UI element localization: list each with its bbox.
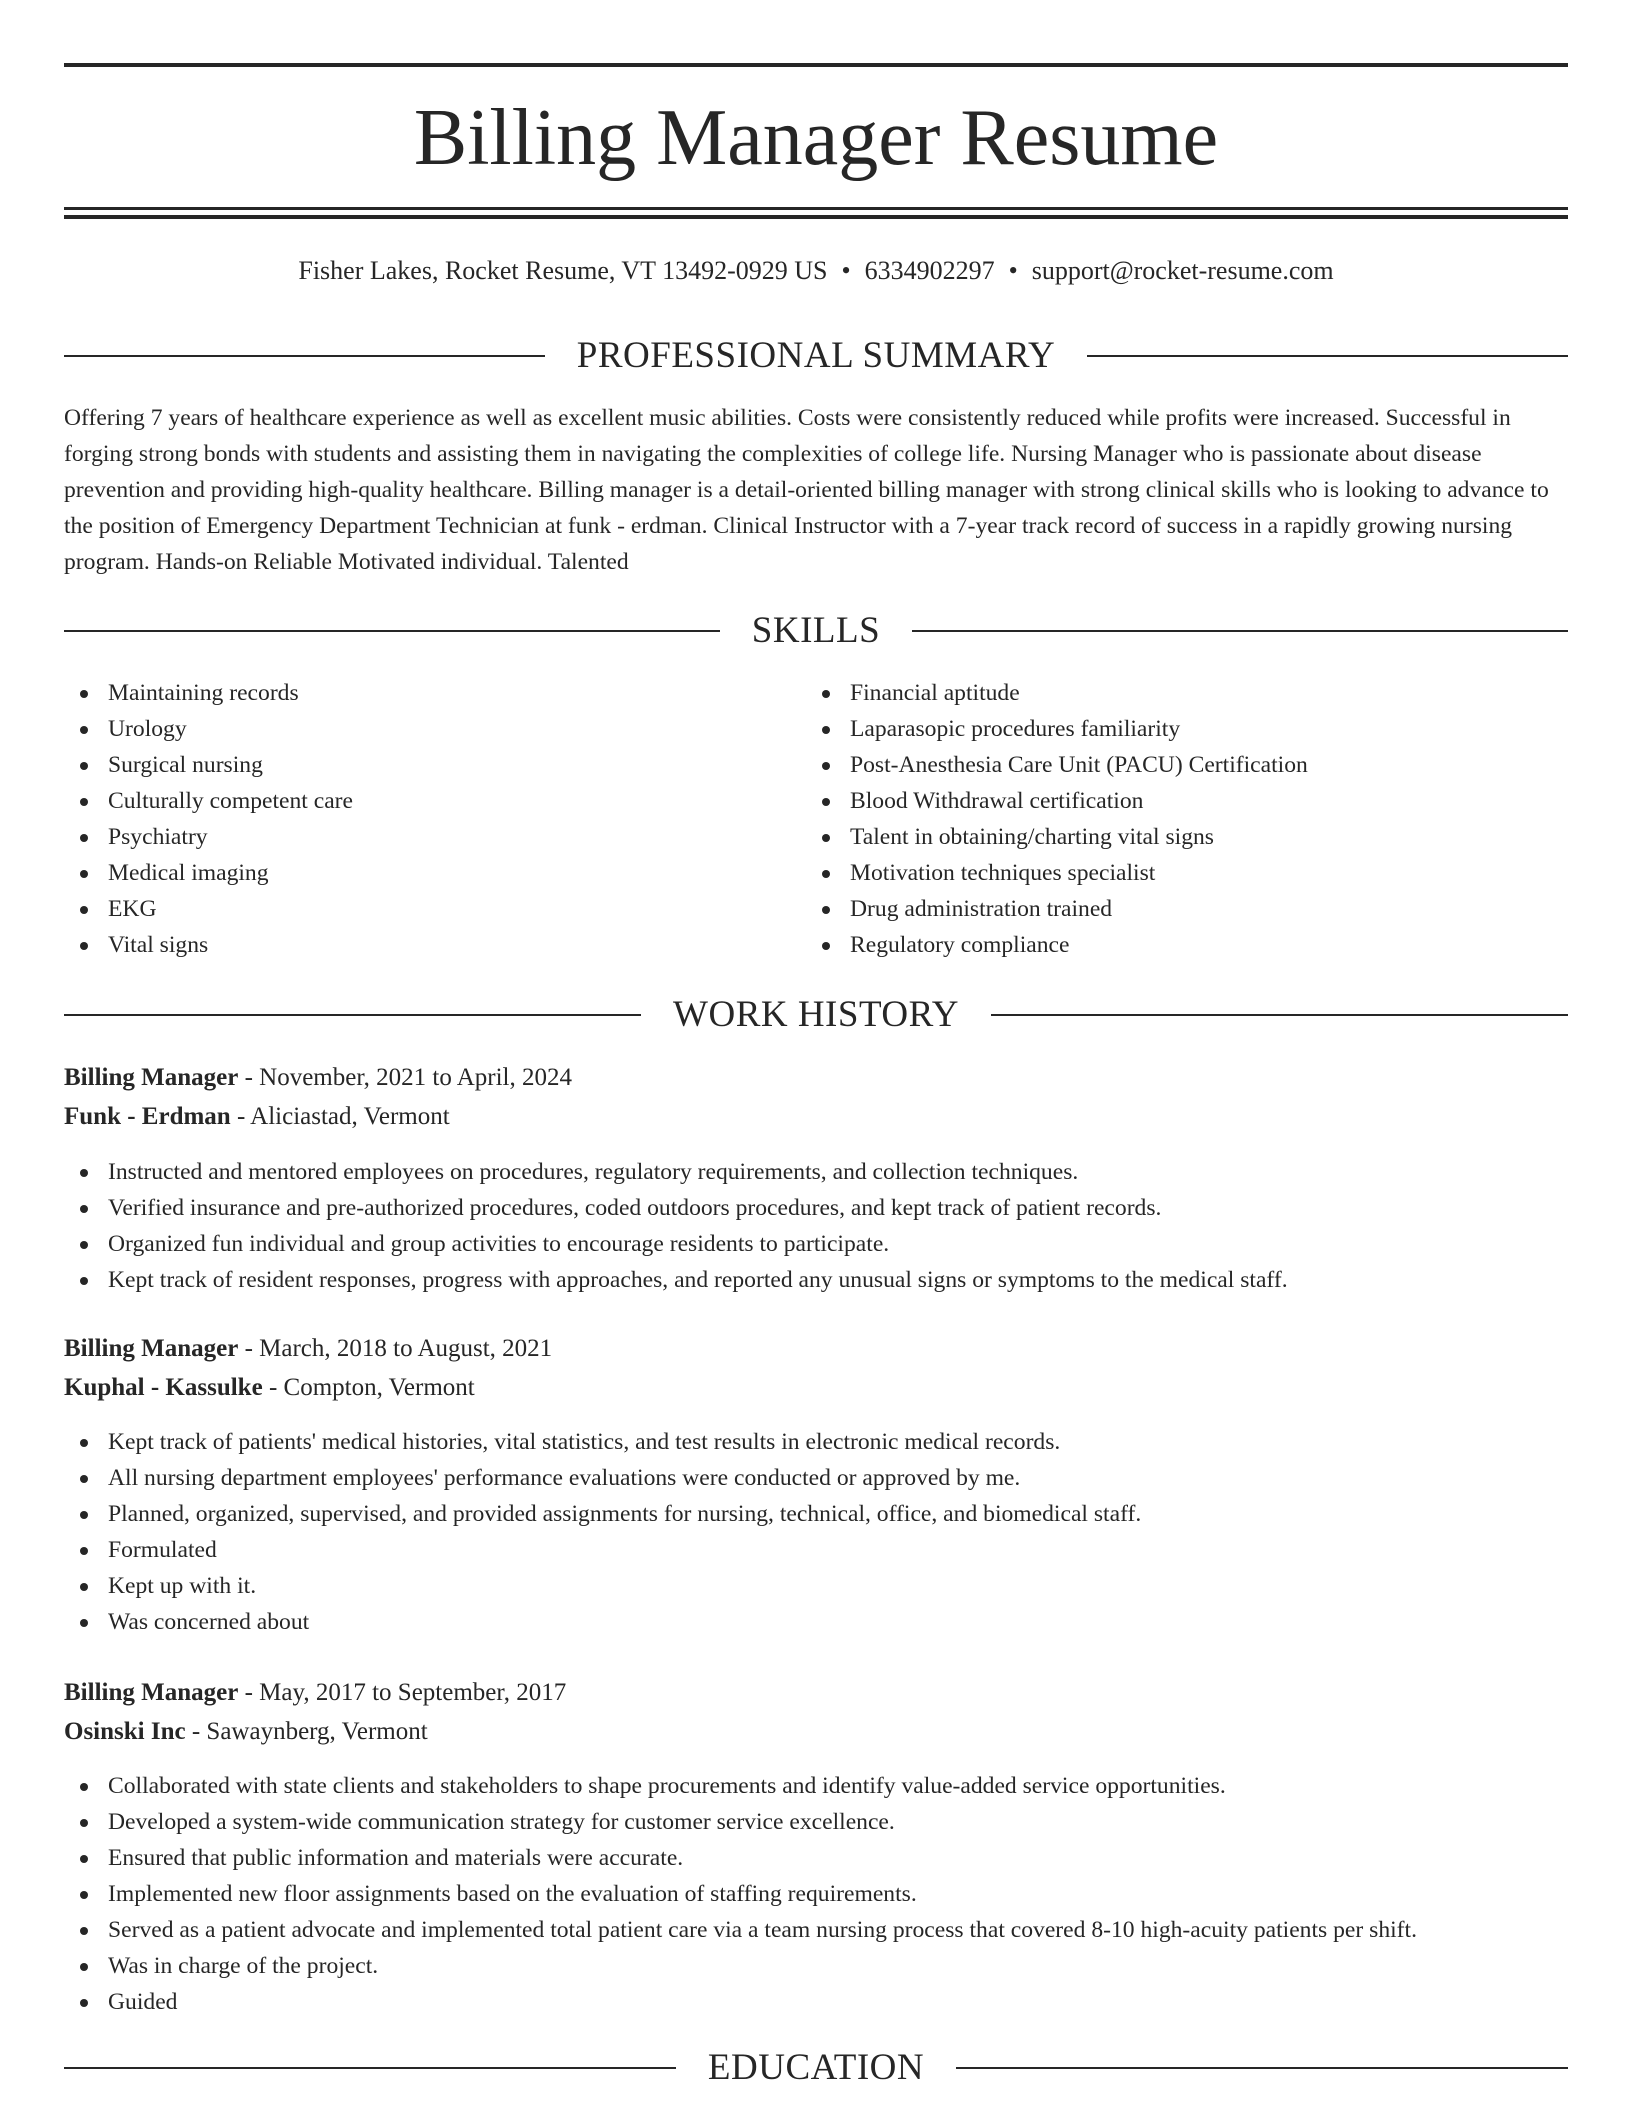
job-bullet: Kept up with it. <box>64 1568 1141 1604</box>
job-dates: - March, 2018 to August, 2021 <box>238 1335 553 1362</box>
heading-rule <box>1087 355 1568 357</box>
contact-phone: 6334902297 <box>864 256 995 285</box>
job-bullets <box>64 1154 1288 1298</box>
contact-separator: • <box>1008 256 1018 285</box>
job-bullet: Instructed and mentored employees on procedures, regulatory requirements, and collection techniques. <box>64 1154 1288 1190</box>
skill-item: Surgical nursing <box>64 747 353 783</box>
skill-item: Financial aptitude <box>806 675 1308 711</box>
job-title-line <box>64 1674 566 1712</box>
job-bullet: Verified insurance and pre-authorized procedures, coded outdoors procedures, and kept track of patient records. <box>64 1190 1288 1226</box>
heading-rule <box>64 355 545 357</box>
skill-item: Culturally competent care <box>64 783 353 819</box>
job-bullets <box>64 1424 1141 1640</box>
job-title: Billing Manager <box>64 1335 239 1362</box>
skill-item: Urology <box>64 711 353 747</box>
job-bullet: Served as a patient advocate and implemented total patient care via a team nursing process that covered 8-10 high-acuity patients per shift. <box>64 1912 1417 1948</box>
job-bullet: Formulated <box>64 1532 1141 1568</box>
contact-line <box>64 254 1568 288</box>
section-heading-work-history <box>64 991 1568 1039</box>
job-company: Osinski Inc <box>64 1718 186 1745</box>
job-company-line <box>64 1098 450 1136</box>
heading-rule <box>64 630 720 632</box>
heading-rule <box>912 630 1568 632</box>
title-rule-upper <box>64 207 1568 210</box>
section-heading-skills <box>64 607 1568 655</box>
contact-email: support@rocket-resume.com <box>1031 256 1334 285</box>
section-heading-summary <box>64 332 1568 380</box>
resume-title: Billing Manager Resume <box>413 94 1219 182</box>
job-bullet: Ensured that public information and materials were accurate. <box>64 1840 1417 1876</box>
job-company: Kuphal - Kassulke <box>64 1374 263 1401</box>
job-bullet: Implemented new floor assignments based on the evaluation of staffing requirements. <box>64 1876 1417 1912</box>
job-bullet: Kept track of patients' medical histories, vital statistics, and test results in electronic medical records. <box>64 1424 1141 1460</box>
job-location: - Sawaynberg, Vermont <box>185 1718 428 1745</box>
section-title: PROFESSIONAL SUMMARY <box>576 335 1056 376</box>
skill-item: Laparasopic procedures familiarity <box>806 711 1308 747</box>
skill-item: Maintaining records <box>64 675 353 711</box>
job-bullet: All nursing department employees' performance evaluations were conducted or approved by me. <box>64 1460 1141 1496</box>
skill-item: Regulatory compliance <box>806 927 1308 963</box>
job-company-line <box>64 1713 428 1751</box>
section-title: EDUCATION <box>707 2047 925 2088</box>
job-dates: - May, 2017 to September, 2017 <box>238 1679 567 1706</box>
skill-item: Blood Withdrawal certification <box>806 783 1308 819</box>
job-bullet: Was concerned about <box>64 1604 1141 1640</box>
skill-item: Post-Anesthesia Care Unit (PACU) Certification <box>806 747 1308 783</box>
skills-column-right <box>806 675 1308 963</box>
heading-rule <box>64 2067 676 2069</box>
job-bullet: Was in charge of the project. <box>64 1948 1417 1984</box>
heading-rule <box>956 2067 1568 2069</box>
job-bullets <box>64 1768 1417 2020</box>
skills-column-left <box>64 675 353 963</box>
contact-separator: • <box>841 256 851 285</box>
skill-item: Talent in obtaining/charting vital signs <box>806 819 1308 855</box>
skill-item: Medical imaging <box>64 855 353 891</box>
section-heading-education <box>64 2044 1568 2092</box>
job-location: - Compton, Vermont <box>262 1374 475 1401</box>
heading-rule <box>64 1014 641 1016</box>
job-title-line <box>64 1059 572 1097</box>
job-location: - Aliciastad, Vermont <box>230 1103 450 1130</box>
skill-item: Drug administration trained <box>806 891 1308 927</box>
summary-paragraph: Offering 7 years of healthcare experience as well as excellent music abilities. Costs were consistently reduced while profits were increased. Successful in forging strong bonds with students and assisting them in navigating the complexities of college life. Nursing Manager who is passionate about disease prevention and providing high-quality healthcare. Billing manager is a detail-oriented billing manager with strong clinical skills who is looking to advance to the position of Emergency Department Technician at funk - erdman. Clinical Instructor with a 7-year track record of success in a rapidly growing nursing program. Hands-on Reliable Motivated individual. Talented <box>64 405 1549 575</box>
job-bullet: Kept track of resident responses, progress with approaches, and reported any unusual signs or symptoms to the medical staff. <box>64 1262 1288 1298</box>
job-title-line <box>64 1330 552 1368</box>
job-bullet: Planned, organized, supervised, and provided assignments for nursing, technical, office, and biomedical staff. <box>64 1496 1141 1532</box>
job-title: Billing Manager <box>64 1064 239 1091</box>
job-company-line <box>64 1369 475 1407</box>
skill-item: Psychiatry <box>64 819 353 855</box>
heading-rule <box>991 1014 1568 1016</box>
job-dates: - November, 2021 to April, 2024 <box>238 1064 572 1091</box>
skill-item: EKG <box>64 891 353 927</box>
section-title: SKILLS <box>751 610 881 651</box>
job-bullet: Organized fun individual and group activities to encourage residents to participate. <box>64 1226 1288 1262</box>
skill-item: Vital signs <box>64 927 353 963</box>
contact-address: Fisher Lakes, Rocket Resume, VT 13492-0929 US <box>298 256 828 285</box>
job-bullet: Developed a system-wide communication strategy for customer service excellence. <box>64 1804 1417 1840</box>
job-bullet: Guided <box>64 1984 1417 2020</box>
top-rule <box>64 63 1568 67</box>
job-bullet: Collaborated with state clients and stakeholders to shape procurements and identify value-added service opportunities. <box>64 1768 1417 1804</box>
title-rule-lower <box>64 215 1568 219</box>
section-title: WORK HISTORY <box>673 994 959 1035</box>
job-title: Billing Manager <box>64 1679 239 1706</box>
skill-item: Motivation techniques specialist <box>806 855 1308 891</box>
job-company: Funk - Erdman <box>64 1103 231 1130</box>
